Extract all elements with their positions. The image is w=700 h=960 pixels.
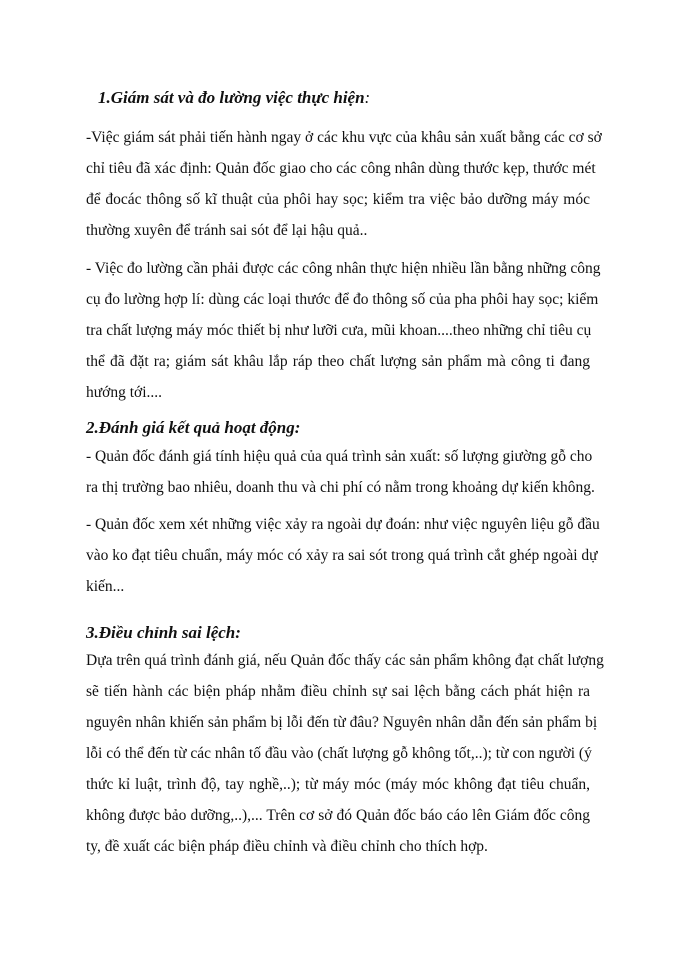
text-line: hướng tới.... <box>86 384 163 401</box>
text-line: thường xuyên để tránh sai sót để lại hậu quả.. <box>86 222 368 239</box>
section-1-heading-colon: : <box>364 88 371 107</box>
text-line: nguyên nhân khiến sản phẩm bị lỗi đến từ đâu? Nguyên nhân dẫn đến sản phẩm bị <box>86 714 598 731</box>
section-1-heading-text: 1.Giám sát và đo lường việc thực hiện <box>98 88 365 107</box>
text-line: thể đã đặt ra; giám sát khâu lắp ráp theo chất lượng sản phẩm mà công ti đang <box>86 353 590 370</box>
section-3-heading: 3.Điều chỉnh sai lệch: <box>86 623 241 642</box>
text-line: để đocác thông số kĩ thuật của phôi hay sọc; kiểm tra việc bảo dưỡng máy móc <box>86 191 590 208</box>
section-2-heading: 2.Đánh giá kết quả hoạt động: <box>86 418 301 437</box>
text-line: sẽ tiến hành các biện pháp nhằm điều chỉnh sự sai lệch bằng cách phát hiện ra <box>86 683 590 700</box>
text-line: ty, đề xuất các biện pháp điều chỉnh và điều chỉnh cho thích hợp. <box>86 838 488 855</box>
text-line: -Việc giám sát phải tiến hành ngay ở các khu vực của khâu sản xuất bằng các cơ sở <box>86 129 602 146</box>
text-line: Dựa trên quá trình đánh giá, nếu Quản đốc thấy các sản phẩm không đạt chất lượng <box>86 652 604 669</box>
text-line: lỗi có thể đến từ các nhân tố đầu vào (chất lượng gỗ không tốt,..); từ con người (ý <box>86 745 592 762</box>
text-line: cụ đo lường hợp lí: dùng các loại thước để đo thông số của pha phôi hay sọc; kiểm <box>86 291 599 308</box>
text-line: thức kỉ luật, trình độ, tay nghề,..); từ máy móc (máy móc không đạt tiêu chuẩn, <box>86 776 590 793</box>
section-2-paragraph-1 <box>86 441 595 503</box>
text-line: kiến... <box>86 578 125 595</box>
text-line: ra thị trường bao nhiêu, doanh thu và chi phí có nằm trong khoảng dự kiến không. <box>86 479 595 496</box>
text-line: tra chất lượng máy móc thiết bị như lưỡi cưa, mũi khoan....theo những chỉ tiêu cụ <box>86 322 592 339</box>
text-line: vào ko đạt tiêu chuẩn, máy móc có xảy ra sai sót trong quá trình cắt ghép ngoài dự <box>86 547 598 564</box>
text-line: không được bảo dưỡng,..),... Trên cơ sở đó Quản đốc báo cáo lên Giám đốc công <box>86 807 590 824</box>
section-1-paragraph-2 <box>86 253 601 408</box>
section-3-paragraph-1 <box>86 645 604 862</box>
text-line: - Quản đốc xem xét những việc xảy ra ngoài dự đoán: như việc nguyên liệu gỗ đầu <box>86 516 600 533</box>
section-1-paragraph-1 <box>86 122 602 246</box>
section-2-paragraph-2 <box>86 509 600 602</box>
text-line: - Quản đốc đánh giá tính hiệu quả của quá trình sản xuất: số lượng giường gỗ cho <box>86 448 593 465</box>
text-line: - Việc đo lường cần phải được các công nhân thực hiện nhiều lần bằng những công <box>86 260 601 277</box>
text-line: chỉ tiêu đã xác định: Quản đốc giao cho các công nhân dùng thước kẹp, thước mét <box>86 160 596 177</box>
section-1-heading <box>98 88 370 108</box>
